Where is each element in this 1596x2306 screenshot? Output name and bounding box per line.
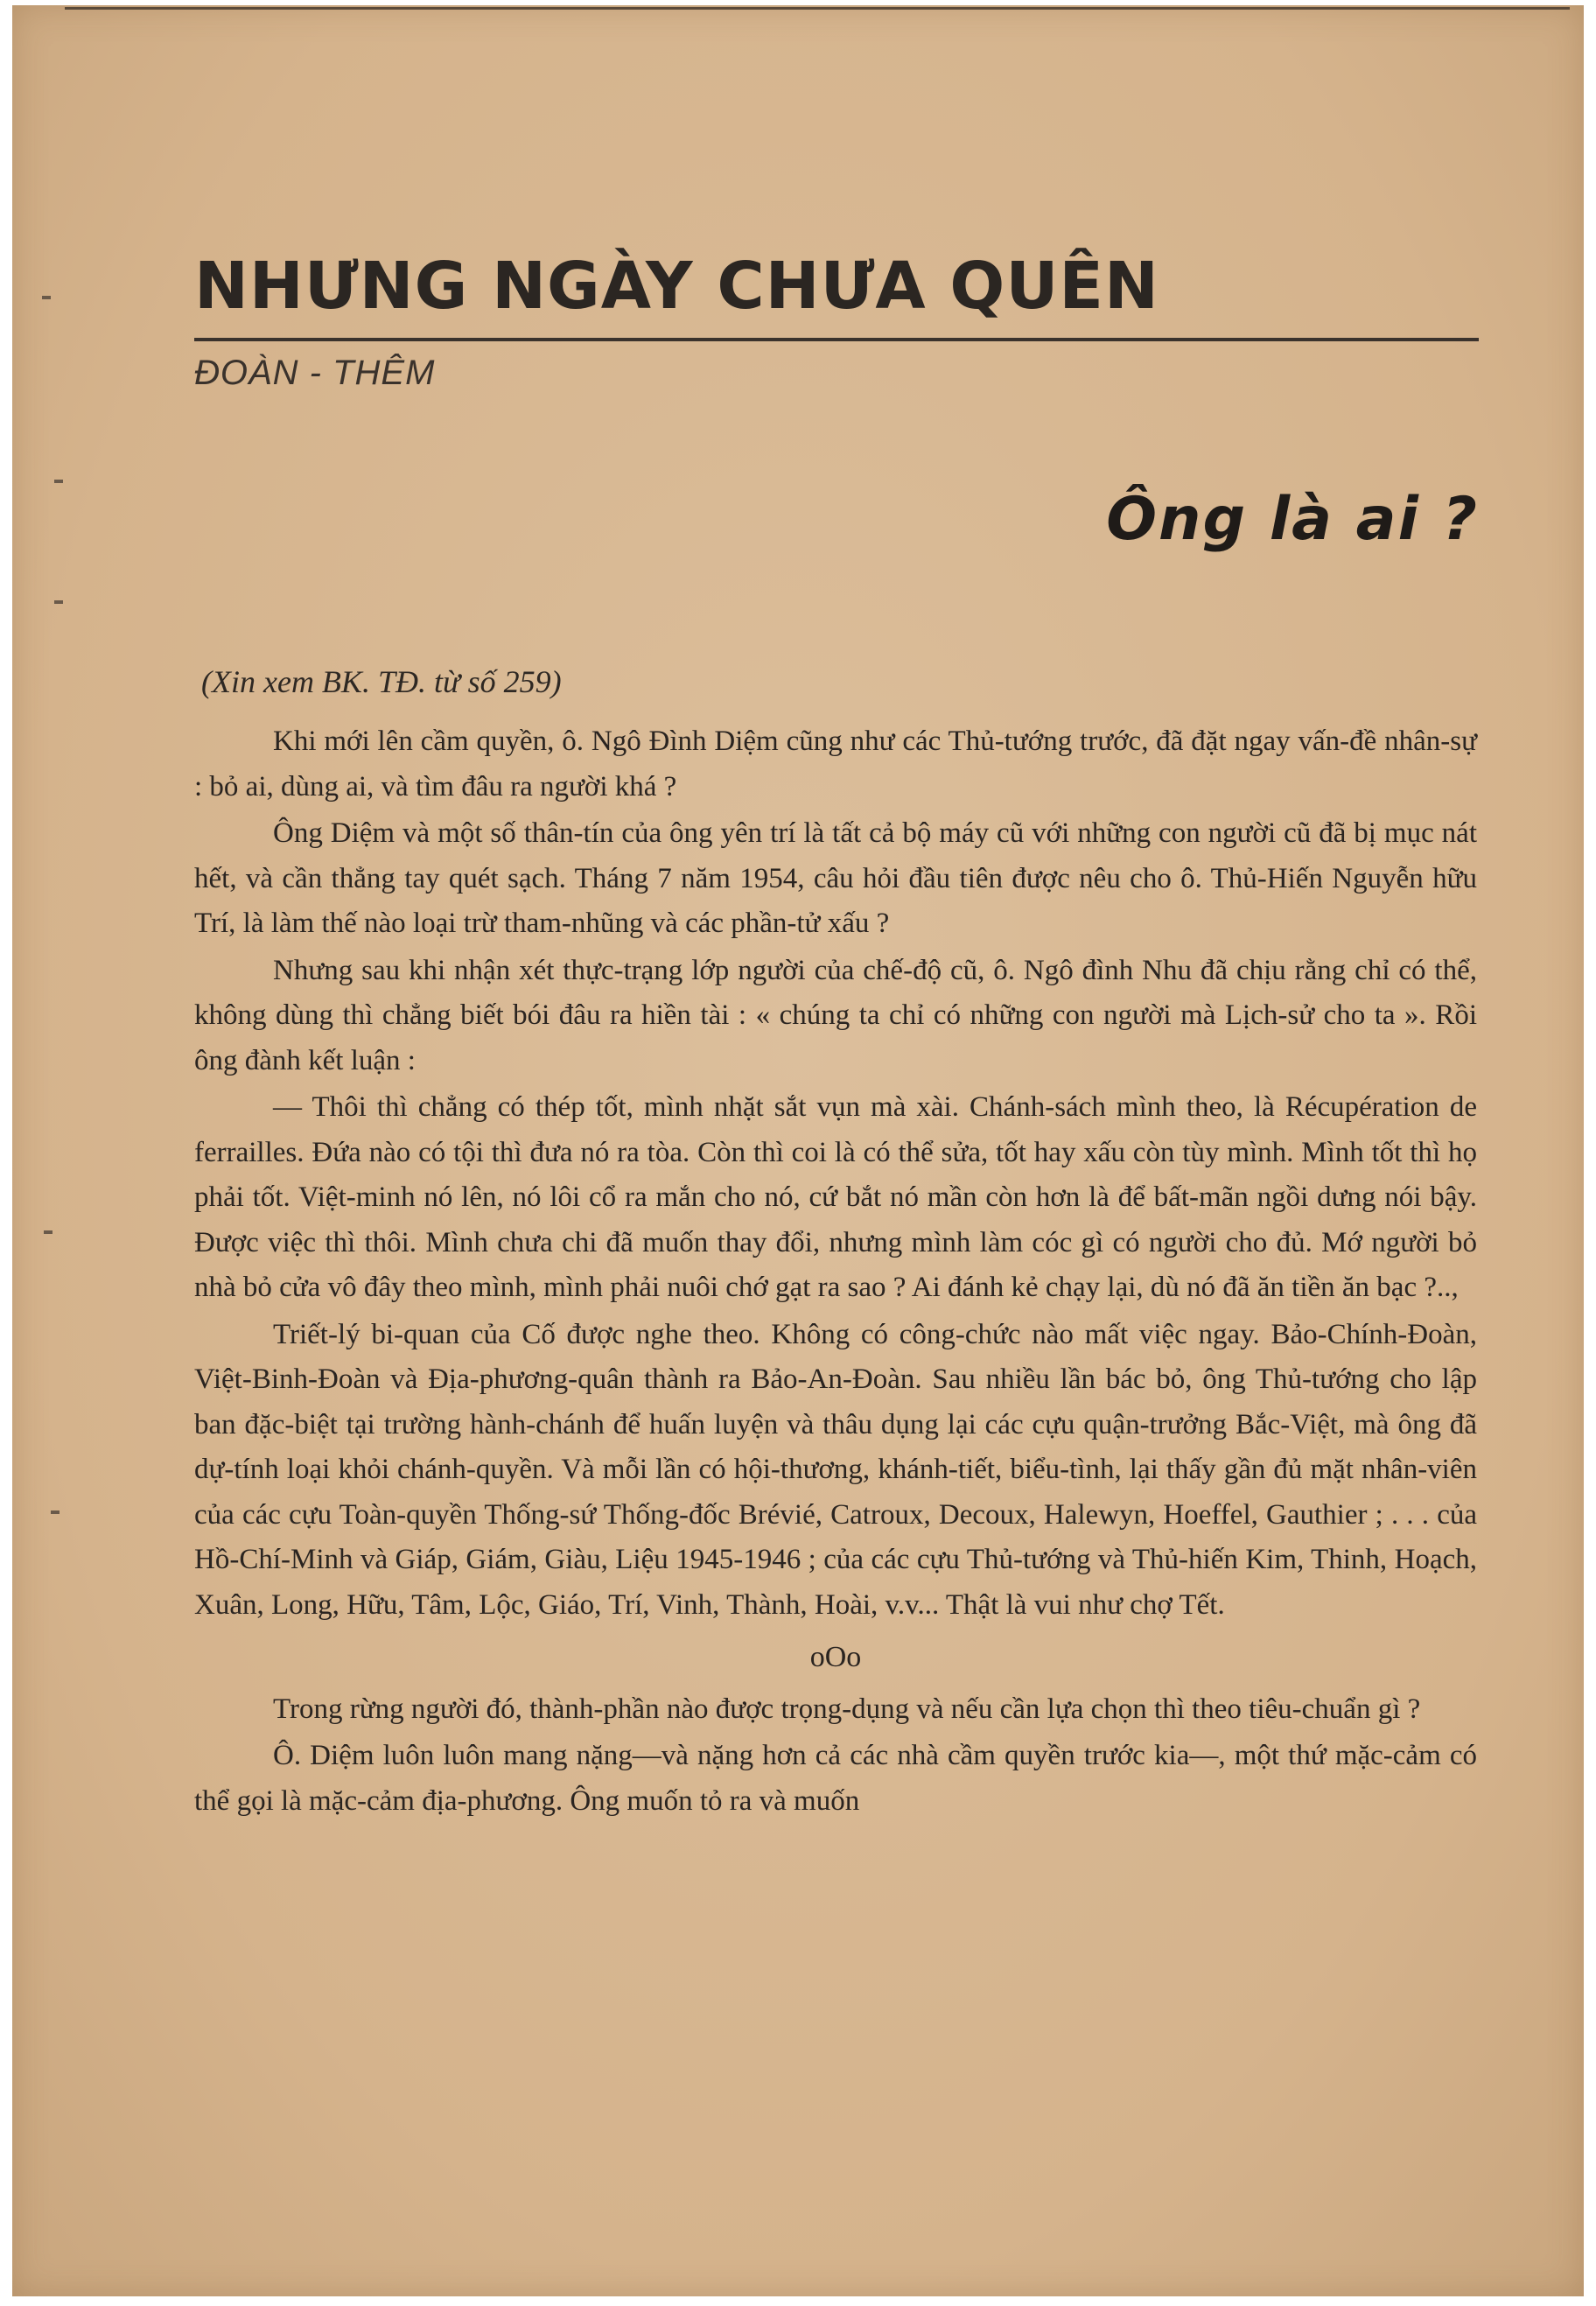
margin-mark: [51, 1510, 60, 1514]
article-body: [194, 719, 1477, 1826]
margin-mark: [54, 600, 63, 604]
title-underline: [194, 338, 1479, 341]
page: [12, 5, 1584, 2296]
section-heading: Ông là ai ?: [1106, 485, 1479, 554]
paragraph: Trong rừng người đó, thành-phần nào được trọng-dụng và nếu cần lựa chọn thì theo tiêu-chuẩn gì ?: [273, 1693, 1421, 1725]
article-title: NHƯNG NGÀY CHƯA QUÊN: [194, 249, 1159, 324]
author-name: ĐOÀN - THÊM: [194, 354, 436, 392]
margin-mark: [44, 1230, 52, 1234]
paragraph: — Thôi thì chẳng có thép tốt, mình nhặt sắt vụn mà xài. Chánh-sách mình theo, là Récupération de ferrailles. Đứa nào có tội thì đưa nó ra tòa. Còn thì coi là có thể sửa, tốt hay xấu còn tùy mình. Mình tốt thì họ phải tốt. Việt-minh nó lên, nó lôi cổ ra mắn cho nó, cứ bắt nó mần còn hơn là để bất-mãn ngồi dưng nói bậy. Được việc thì thôi. Mình chưa chi đã muốn thay đổi, nhưng mình làm cóc gì có người cho đủ. Mớ người bỏ nhà bỏ cửa vô đây theo mình, mình phải nuôi chớ gạt ra sao ? Ai đánh kẻ chạy lại, dù nó đã ăn tiền ăn bạc ?..,: [194, 1091, 1477, 1303]
top-border-line: [65, 7, 1570, 10]
paragraph: Khi mới lên cầm quyền, ô. Ngô Đình Diệm cũng như các Thủ-tướng trước, đã đặt ngay vấn-đề nhân-sự : bỏ ai, dùng ai, và tìm đâu ra người khá ?: [194, 725, 1477, 803]
section-separator: oOo: [809, 1641, 862, 1673]
paragraph: Nhưng sau khi nhận xét thực-trạng lớp người của chế-độ cũ, ô. Ngô đình Nhu đã chịu rằng chỉ có thể, không dùng thì chẳng biết bói đâu ra hiền tài : « chúng ta chỉ có những con người mà Lịch-sử cho ta ». Rồi ông đành kết luận :: [194, 954, 1477, 1076]
paragraph: Ông Diệm và một số thân-tín của ông yên trí là tất cả bộ máy cũ với những con người cũ đã bị mục nát hết, và cần thẳng tay quét sạch. Tháng 7 năm 1954, câu hỏi đầu tiên được nêu cho ô. Thủ-Hiến Nguyễn hữu Trí, là làm thế nào loại trừ tham-nhũng và các phần-tử xấu ?: [194, 817, 1477, 939]
paragraph: Ô. Diệm luôn luôn mang nặng—và nặng hơn cả các nhà cầm quyền trước kia—, một thứ mặc-cảm có thể gọi là mặc-cảm địa-phương. Ông muốn tỏ ra và muốn: [194, 1740, 1477, 1817]
margin-mark: [42, 296, 51, 299]
paragraph: Triết-lý bi-quan của Cố được nghe theo. Không có công-chức nào mất việc ngay. Bảo-Chính-Đoàn, Việt-Binh-Đoàn và Địa-phương-quân thành ra Bảo-An-Đoàn. Sau nhiều lần bác bỏ, ông Thủ-tướng cho lập ban đặc-biệt tại trường hành-chánh để huấn luyện và thâu dụng lại các cựu quận-trưởng Bắc-Việt, mà ông đã dự-tính loại khỏi chánh-quyền. Và mỗi lần có hội-thương, khánh-tiết, biểu-tình, lại thấy gần đủ mặt nhân-viên của các cựu Toàn-quyền Thống-sứ Thống-đốc Brévié, Catroux, Decoux, Halewyn, Hoeffel, Gauthier ; . . . của Hồ-Chí-Minh và Giáp, Giám, Giàu, Liệu 1945-1946 ; của các cựu Thủ-tướng và Thủ-hiến Kim, Thinh, Hoạch, Xuân, Long, Hữu, Tâm, Lộc, Giáo, Trí, Vinh, Thành, Hoài, v.v... Thật là vui như chợ Tết.: [194, 1318, 1477, 1621]
reference-note: (Xin xem BK. TĐ. từ số 259): [201, 664, 562, 699]
margin-mark: [54, 480, 63, 483]
